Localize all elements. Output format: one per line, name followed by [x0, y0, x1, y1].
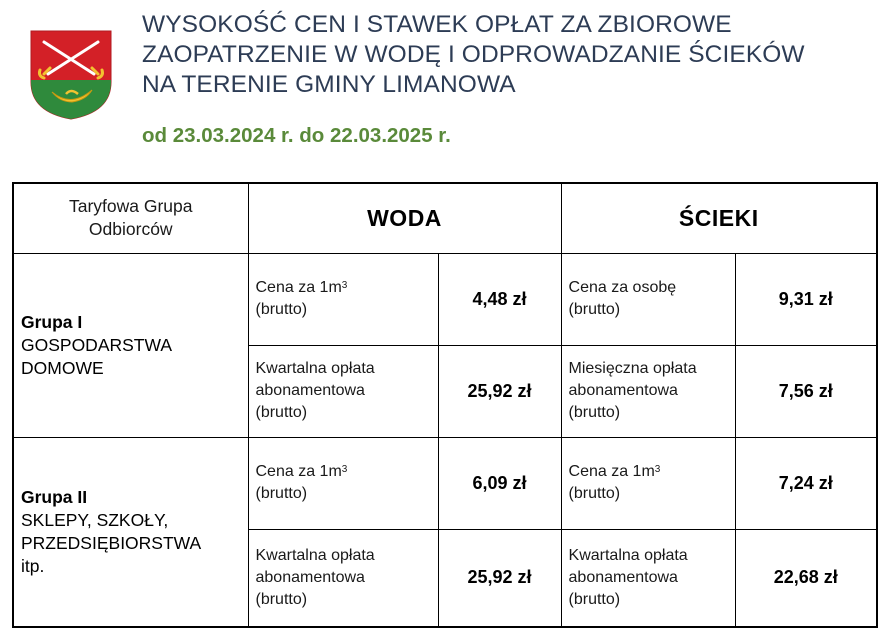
validity-dates: od 23.03.2024 r. do 22.03.2025 r. — [142, 124, 451, 147]
sewage-label: Miesięczna opłata abonamentowa (brutto) — [561, 345, 735, 437]
water-label: Kwartalna opłata abonamentowa (brutto) — [248, 529, 438, 627]
water-label: Cena za $1m^3$ (brutto) — [248, 437, 438, 529]
water-price: 6,09 zł — [438, 437, 561, 529]
title-line: NA TERENIE GMINY LIMANOWA — [142, 71, 516, 98]
group-desc: PRZEDSIĘBIORSTWA — [21, 532, 202, 553]
sewage-price: 7,24 zł — [735, 437, 877, 529]
group-desc: DOMOWE — [21, 357, 104, 378]
title-line: ZAOPATRZENIE W WODĘ I ODPROWADZANIE ŚCIEKÓW — [142, 41, 805, 68]
sewage-label: Cena za osobę (brutto) — [561, 253, 735, 345]
group-desc: GOSPODARSTWA — [21, 334, 173, 355]
page-title — [142, 10, 882, 100]
group-desc: SKLEPY, SZKOŁY, — [21, 509, 169, 530]
water-price: 4,48 zł — [438, 253, 561, 345]
group-name: Grupa II — [21, 486, 88, 507]
group-desc: itp. — [21, 555, 45, 576]
sewage-price: 9,31 zł — [735, 253, 877, 345]
water-price: 25,92 zł — [438, 529, 561, 627]
group-cell — [13, 253, 248, 437]
table-row — [13, 253, 877, 345]
tariff-table — [12, 182, 878, 628]
group-column-header: Taryfowa Grupa Odbiorców — [13, 183, 248, 253]
group-cell — [13, 437, 248, 627]
coat-of-arms-icon — [30, 30, 112, 120]
sewage-header: ŚCIEKI — [561, 183, 877, 253]
water-label: Cena za $1m^3$ (brutto) — [248, 253, 438, 345]
sewage-label: Cena za $1m^3$ (brutto) — [561, 437, 735, 529]
sewage-price: 7,56 zł — [735, 345, 877, 437]
table-row — [13, 437, 877, 529]
group-name: Grupa I — [21, 311, 83, 332]
water-header: WODA — [248, 183, 561, 253]
table-header-row — [13, 183, 877, 253]
water-price: 25,92 zł — [438, 345, 561, 437]
sewage-price: 22,68 zł — [735, 529, 877, 627]
title-line: WYSOKOŚĆ CEN I STAWEK OPŁAT ZA ZBIOROWE — [142, 11, 732, 38]
sewage-label: Kwartalna opłata abonamentowa (brutto) — [561, 529, 735, 627]
water-label: Kwartalna opłata abonamentowa (brutto) — [248, 345, 438, 437]
